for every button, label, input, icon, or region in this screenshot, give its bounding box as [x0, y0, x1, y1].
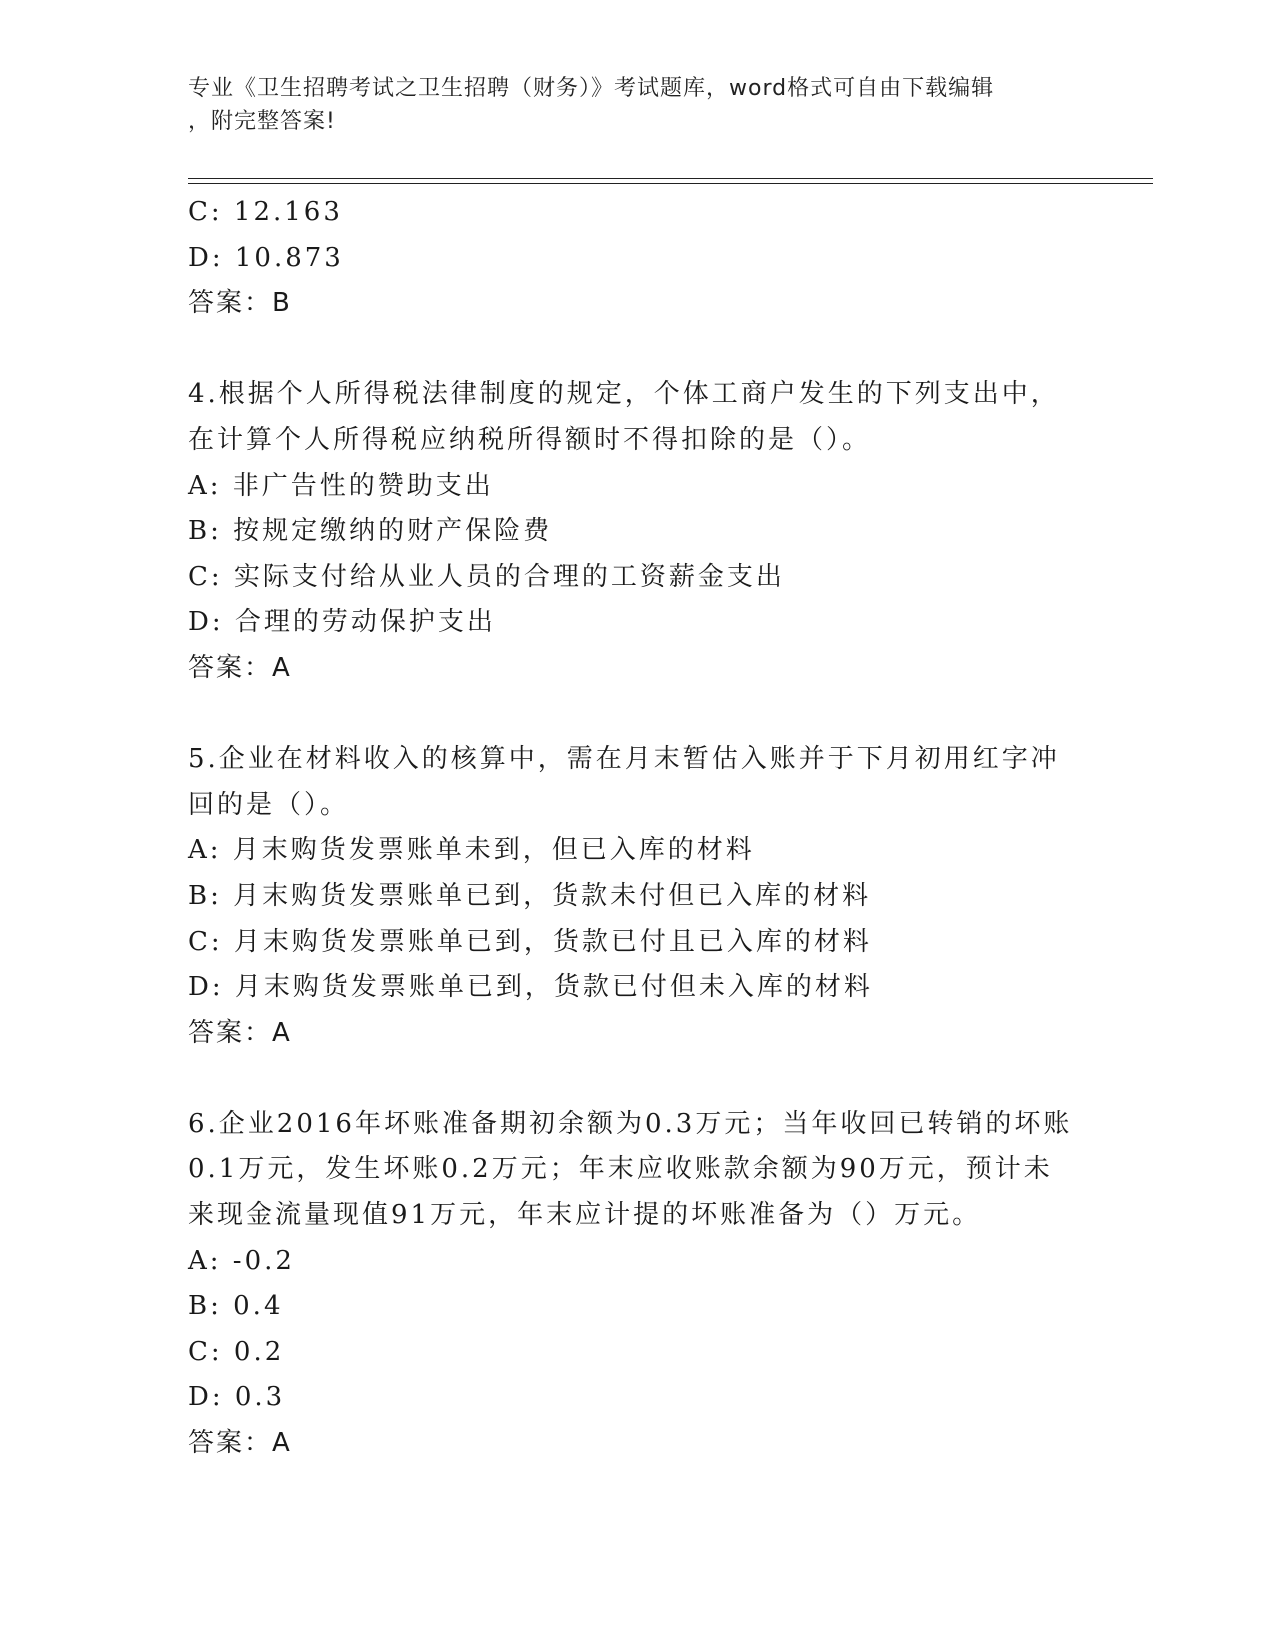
option-b: B: 按规定缴纳的财产保险费 [188, 516, 553, 547]
option-c: C: 0.2 [188, 1336, 285, 1367]
spacer [188, 1056, 1088, 1102]
question-stem-line: 4.根据个人所得税法律制度的规定，个体工商户发生的下列支出中， [188, 379, 1060, 410]
document-header [188, 72, 1068, 138]
option-d: D: 0.3 [188, 1382, 286, 1413]
option-a: A: -0.2 [188, 1245, 295, 1276]
spacer [188, 327, 1088, 373]
question-stem-line: 5.企业在材料收入的核算中，需在月末暂估入账并于下月初用红字冲 [188, 744, 1060, 775]
prev-question-block [188, 190, 1088, 327]
option-b: B: 月末购货发票账单已到，货款未付但已入库的材料 [188, 880, 872, 911]
option-d: D: 10.873 [188, 242, 344, 273]
header-divider-top [188, 178, 1153, 179]
question-stem-line: 0.1万元，发生坏账0.2万元；年末应收账款余额为90万元，预计未 [188, 1154, 1053, 1185]
question-5 [188, 737, 1088, 1056]
option-b: B: 0.4 [188, 1291, 284, 1322]
header-divider-bottom [188, 183, 1153, 184]
option-c: C: 实际支付给从业人员的合理的工资薪金支出 [188, 561, 785, 592]
spacer [188, 692, 1088, 738]
question-list [188, 190, 1088, 1467]
option-d: D: 月末购货发票账单已到，货款已付但未入库的材料 [188, 972, 873, 1003]
option-d: D: 合理的劳动保护支出 [188, 607, 496, 638]
question-stem-line: 回的是（）。 [188, 789, 350, 820]
option-a: A: 非广告性的赞助支出 [188, 470, 494, 501]
answer-line: 答案：A [188, 1428, 292, 1459]
question-stem-line: 6.企业2016年坏账准备期初余额为0.3万元；当年收回已转销的坏账 [188, 1108, 1073, 1139]
option-c: C: 月末购货发票账单已到，货款已付且已入库的材料 [188, 926, 872, 957]
option-c: C: 12.163 [188, 197, 343, 227]
question-stem-line: 来现金流量现值91万元，年末应计提的坏账准备为（）万元。 [188, 1200, 982, 1231]
question-6 [188, 1102, 1088, 1467]
answer-line: 答案：A [188, 652, 292, 683]
answer-line: 答案：B [188, 288, 292, 319]
question-4 [188, 372, 1088, 691]
question-stem-line: 在计算个人所得税应纳税所得额时不得扣除的是（）。 [188, 424, 872, 455]
answer-line: 答案：A [188, 1017, 292, 1048]
header-title-line-1: 专业《卫生招聘考试之卫生招聘（财务）》考试题库，word格式可自由下载编辑 [188, 76, 995, 101]
option-a: A: 月末购货发票账单未到，但已入库的材料 [188, 835, 755, 866]
header-title-line-2: ，附完整答案! [188, 109, 336, 134]
